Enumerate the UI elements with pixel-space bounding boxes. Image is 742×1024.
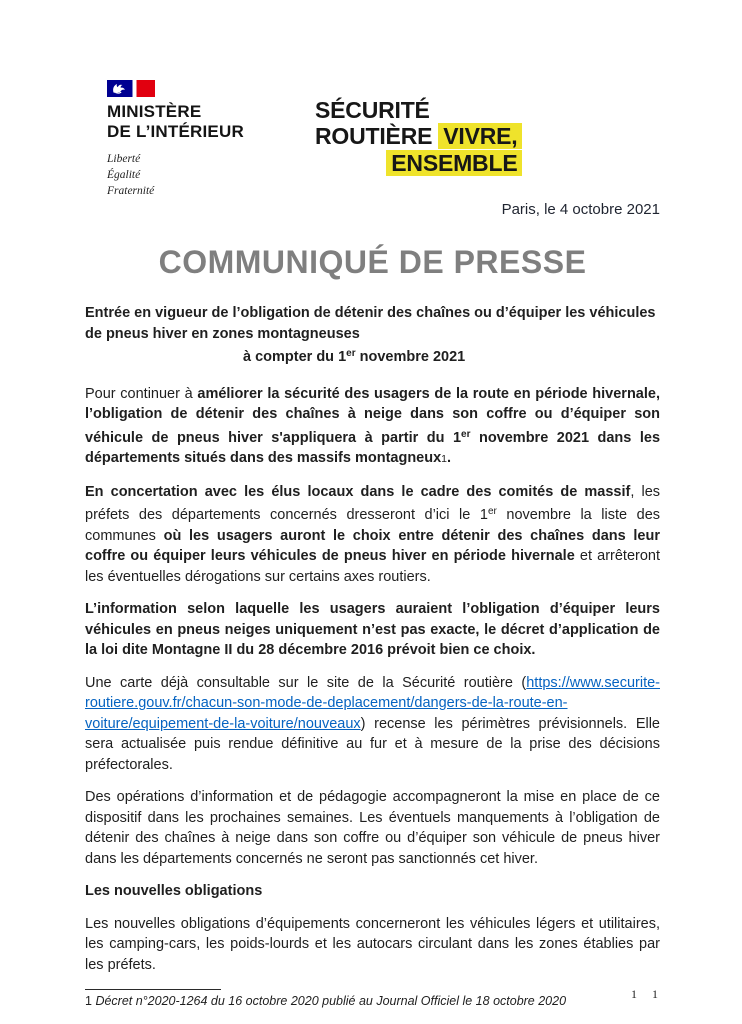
p2-superscript: er — [487, 506, 497, 517]
footnote — [85, 994, 660, 1008]
p1-period: . — [447, 450, 452, 466]
headline-date-line — [85, 344, 660, 368]
p2-regular-3: et arrêteront les éventuelles dérogations sur certains axes routiers. — [85, 548, 661, 585]
section-heading: Les nouvelles obligations — [85, 883, 263, 899]
french-flag-icon — [107, 80, 155, 97]
page-number-right: 1 — [652, 987, 658, 1001]
paragraph-6: Les nouvelles obligations d’équipements concerneront les véhicules légers et utilitaires, les camping-cars, les poids-lourds et les autocars circulant dans les zones établies par les préfets. — [85, 915, 660, 973]
page-title: COMMUNIQUÉ DE PRESSE — [158, 244, 587, 280]
motto-fraternite: Fraternité — [107, 185, 155, 197]
headline-text: Entrée en vigueur de l’obligation de détenir des chaînes ou d’équiper les véhicules de pneus hiver en zones montagneuses — [85, 305, 656, 342]
road-safety-line1: SÉCURITÉ — [315, 97, 430, 123]
document-header — [107, 80, 660, 199]
page-numbers — [631, 987, 658, 1002]
footnote-number: 1 — [85, 994, 92, 1008]
road-safety-line2 — [315, 123, 522, 149]
p1-bold-tail: novembre 2021 dans les départements situés dans des massifs montagneux — [85, 429, 661, 466]
headline-date-post: novembre 2021 — [355, 349, 466, 365]
footnote-divider — [85, 989, 221, 990]
ministry-name-line1: MINISTÈRE — [107, 102, 202, 121]
p4-regular-2: ) recense les périmètres prévisionnels. Elle sera actualisée puis rendue définitive au fur et à mesure de la prise des décisions préfectorales. — [85, 715, 660, 773]
headline — [85, 303, 660, 368]
footnote-text: Décret n°2020-1264 du 16 octobre 2020 publié au Journal Officiel le 18 octobre 2020 — [95, 994, 567, 1008]
page-number-left: 1 — [631, 987, 637, 1001]
motto-egalite: Égalité — [107, 169, 141, 181]
ministry-motto — [107, 151, 257, 199]
p2-regular-1: , les préfets des départements concernés dresseront d’ici le 1 — [85, 483, 661, 523]
p2-bold-choice: où les usagers auront le choix entre détenir des chaînes dans leur coffre ou équiper leurs véhicules de pneus hiver en période hivernale — [85, 527, 660, 564]
headline-date-superscript: er — [346, 348, 356, 359]
p1-bold-main: améliorer la sécurité des usagers de la route en période hivernale, l’obligation de détenir des chaînes à neige dans son coffre ou d’équiper son véhicule de pneus hiver s'appliquera à partir du 1 — [85, 385, 660, 446]
road-safety-logo — [315, 97, 522, 176]
paragraph-4 — [85, 673, 660, 776]
document-body — [85, 303, 660, 975]
ministry-logo — [107, 80, 257, 199]
ministry-name-line2: DE L’INTÉRIEUR — [107, 122, 244, 141]
p1-intro: Pour continuer à — [85, 385, 198, 402]
paragraph-1 — [85, 384, 660, 470]
dateline: Paris, le 4 octobre 2021 — [501, 201, 660, 218]
paragraph-2 — [85, 482, 660, 588]
p4-regular-1: Une carte déjà consultable sur le site de la Sécurité routière ( — [85, 674, 527, 691]
map-url-link[interactable]: https://www.securite-routiere.gouv.fr/chacun-son-mode-de-deplacement/dangers-de-la-route-en-voiture/equipement-de-la-voiture/nouveaux — [85, 674, 660, 732]
paragraph-5: Des opérations d’information et de pédagogie accompagneront la mise en place de ce dispositif dans les prochaines semaines. Les éventuels manquements à l’obligation de détenir des chaînes à neige dans son coffre ou d’équiper son véhicule de pneus hiver dans les départements concernés ne seront pas sanctionnés cet hiver. — [85, 789, 660, 867]
headline-date-pre: à compter du 1 — [243, 349, 347, 365]
p1-superscript: er — [461, 428, 471, 440]
p2-regular-2: novembre la liste des communes — [85, 507, 661, 544]
motto-liberte: Liberté — [107, 153, 141, 165]
p1-footnote-ref: 1 — [441, 453, 448, 465]
road-safety-line3 — [315, 150, 522, 176]
road-safety-word-routiere: ROUTIÈRE — [315, 123, 433, 149]
paragraph-3: L’information selon laquelle les usagers auraient l’obligation d’équiper leurs véhicules en pneus neiges uniquement n’est pas exacte, le décret d’application de la loi dite Montagne II du 28 décembre 2016 prévoit bien ce choix. — [85, 601, 660, 658]
road-safety-highlight-vivre: VIVRE, — [438, 123, 522, 149]
ministry-name — [107, 102, 257, 142]
road-safety-highlight-ensemble: ENSEMBLE — [386, 150, 522, 176]
p2-bold-lead: En concertation avec les élus locaux dans le cadre des comités de massif — [85, 483, 631, 500]
